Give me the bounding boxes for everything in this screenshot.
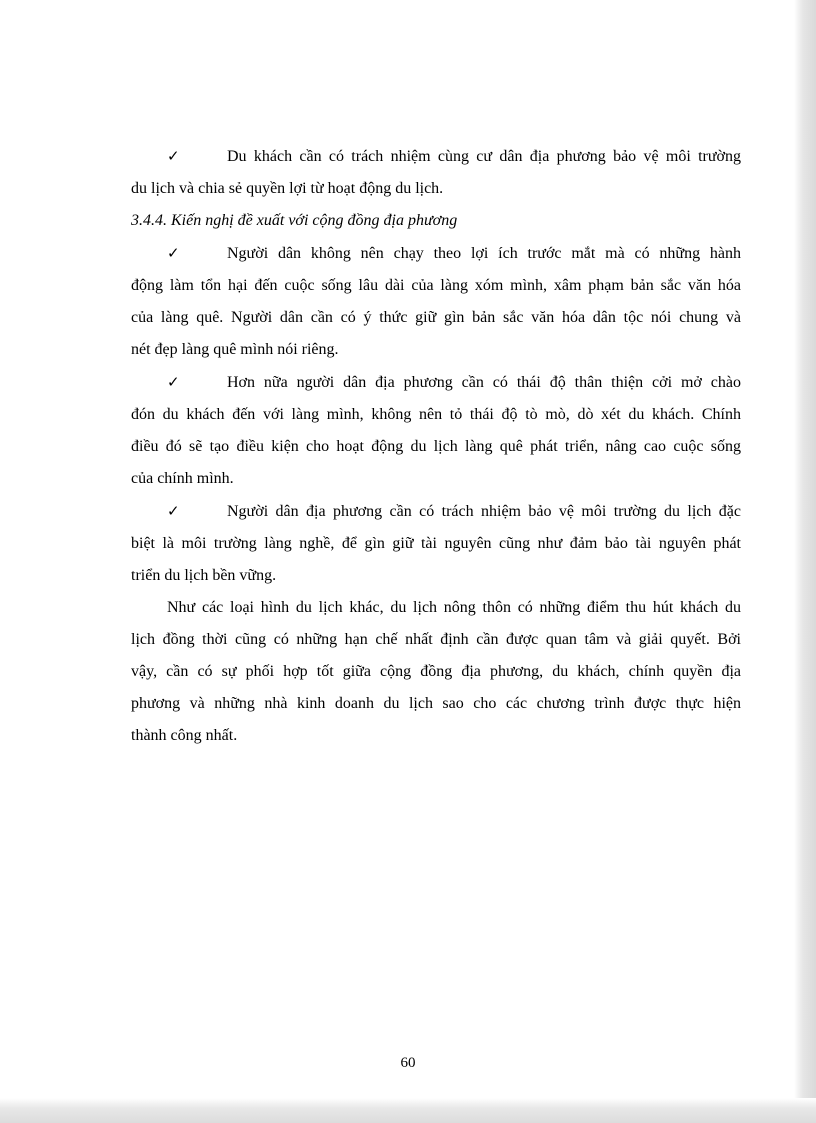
text-line: vậy, cần có sự phối hợp tốt giữa cộng đồng địa phương, du khách, chính quyền địa xyxy=(131,663,741,680)
text-line: triển du lịch bền vững. xyxy=(131,567,277,584)
text-line: Người dân không nên chạy theo lợi ích trước mắt mà có những hành xyxy=(227,245,741,262)
page-shadow-bottom xyxy=(0,1098,816,1123)
text-line: động làm tổn hại đến cuộc sống lâu dài của làng xóm mình, xâm phạm bản sắc văn hóa xyxy=(131,277,741,294)
text-line: của chính mình. xyxy=(131,470,234,487)
checkmark-icon: ✓ xyxy=(167,147,180,165)
text-line: thành công nhất. xyxy=(131,727,238,744)
checkmark-icon: ✓ xyxy=(167,502,180,520)
text-line: của làng quê. Người dân cần có ý thức giữ gìn bản sắc văn hóa dân tộc nói chung và xyxy=(131,309,741,326)
bullet-paragraph-4 xyxy=(131,495,741,592)
page-number: 60 xyxy=(400,1055,416,1071)
document-body xyxy=(131,140,741,752)
text-line: biệt là môi trường làng nghề, để gìn giữ tài nguyên cũng như đảm bảo tài nguyên phát xyxy=(131,535,741,552)
bullet-paragraph-1 xyxy=(131,140,741,205)
checkmark-icon: ✓ xyxy=(167,373,180,391)
text-line: phương và những nhà kinh doanh du lịch sao cho các chương trình được thực hiện xyxy=(131,695,741,712)
text-line: điều đó sẽ tạo điều kiện cho hoạt động du lịch làng quê phát triển, nâng cao cuộc sống xyxy=(131,438,741,455)
page-shadow-right xyxy=(794,0,816,1123)
text-line: lịch đồng thời cũng có những hạn chế nhất định cần được quan tâm và giải quyết. Bởi xyxy=(131,631,741,648)
bullet-paragraph-2 xyxy=(131,237,741,366)
text-line: du lịch và chia sẻ quyền lợi từ hoạt động du lịch. xyxy=(131,180,444,197)
bullet-paragraph-3 xyxy=(131,366,741,495)
text-line: nét đẹp làng quê mình nói riêng. xyxy=(131,341,339,358)
conclusion-paragraph xyxy=(131,592,741,752)
heading-text: 3.4.4. Kiến nghị đề xuất với cộng đồng địa phương xyxy=(131,212,458,229)
text-line: Du khách cần có trách nhiệm cùng cư dân địa phương bảo vệ môi trường xyxy=(227,148,741,165)
section-heading xyxy=(131,205,741,237)
text-line: đón du khách đến với làng mình, không nên tỏ thái độ tò mò, dò xét du khách. Chính xyxy=(131,406,741,423)
text-line: Người dân địa phương cần có trách nhiệm bảo vệ môi trường du lịch đặc xyxy=(227,503,741,520)
text-line: Như các loại hình du lịch khác, du lịch nông thôn có những điểm thu hút khách du xyxy=(167,599,741,616)
text-line: Hơn nữa người dân địa phương cần có thái độ thân thiện cởi mở chào xyxy=(227,374,741,391)
checkmark-icon: ✓ xyxy=(167,244,180,262)
